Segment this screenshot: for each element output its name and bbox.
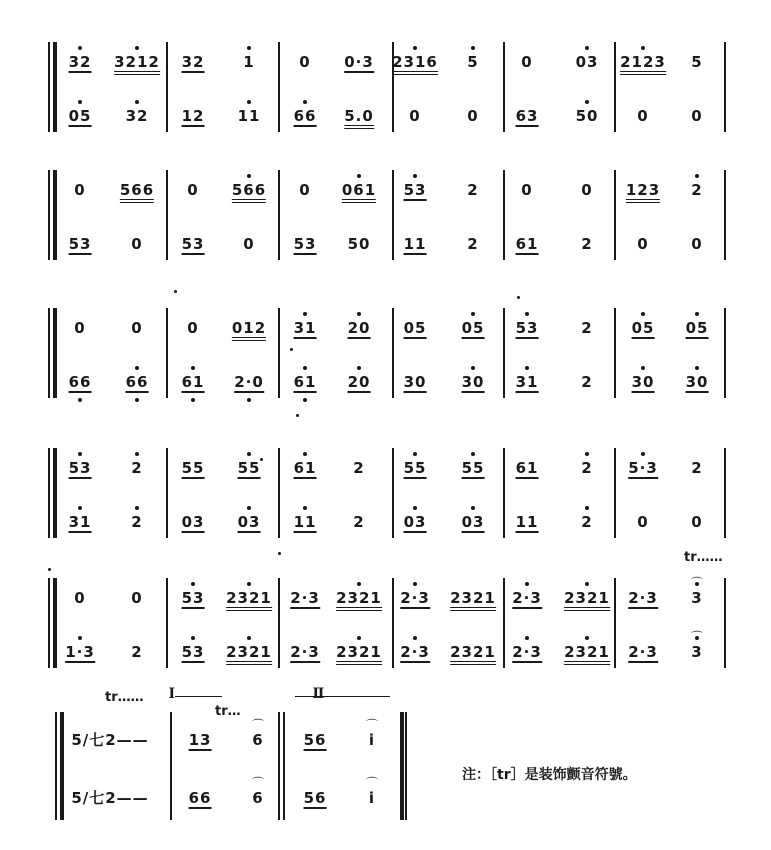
- scan-speck: [278, 552, 281, 555]
- lower-note-group: 5.0: [344, 108, 374, 129]
- lower-note-group: 30: [461, 373, 485, 391]
- scan-speck: [48, 568, 51, 571]
- volta-label: Ⅱ: [312, 686, 325, 702]
- upper-note-group: 0: [299, 181, 311, 199]
- barline: [614, 42, 616, 132]
- barline: [48, 308, 50, 398]
- barline: [166, 42, 168, 132]
- barline: [400, 712, 404, 820]
- octave-dot: [357, 174, 361, 178]
- barline: [392, 578, 394, 668]
- upper-note-group: 0: [131, 319, 143, 337]
- upper-note-group: 2321: [336, 590, 382, 611]
- octave-dot: [78, 398, 82, 402]
- trill-mark: tr……: [105, 690, 144, 705]
- lower-note-group: 0: [691, 235, 703, 253]
- lower-note-group: 6: [252, 789, 264, 807]
- lower-note-group: 2: [131, 643, 143, 661]
- octave-dot: [78, 46, 82, 50]
- octave-dot: [247, 636, 251, 640]
- lower-note-group: 50: [347, 235, 371, 253]
- lower-note-group: 53: [181, 235, 205, 253]
- upper-note-group: 2: [581, 319, 593, 337]
- fermata-icon: ⌒: [365, 718, 379, 732]
- octave-dot: [247, 398, 251, 402]
- upper-note-group: 0: [521, 53, 533, 71]
- octave-dot: [525, 312, 529, 316]
- octave-dot: [357, 582, 361, 586]
- fermata-icon: ⌒: [251, 718, 265, 732]
- lower-note-group: 2: [581, 235, 593, 253]
- octave-dot: [357, 312, 361, 316]
- octave-dot: [247, 452, 251, 456]
- octave-dot: [585, 636, 589, 640]
- barline: [53, 308, 57, 398]
- octave-dot: [695, 366, 699, 370]
- upper-note-group: 03: [575, 53, 599, 71]
- upper-note-group: 566: [120, 182, 154, 203]
- octave-dot: [413, 452, 417, 456]
- octave-dot: [78, 100, 82, 104]
- octave-dot: [641, 312, 645, 316]
- octave-dot: [641, 452, 645, 456]
- lower-note-group: 66: [125, 373, 149, 391]
- lower-note-group: 61: [293, 373, 317, 391]
- lower-note-group: 11: [293, 513, 317, 531]
- barline: [278, 42, 280, 132]
- upper-note-group: 61: [515, 459, 539, 477]
- upper-note-group: 32: [68, 53, 92, 71]
- octave-dot: [135, 100, 139, 104]
- lower-note-group: 03: [181, 513, 205, 531]
- lower-note-group: 0: [691, 107, 703, 125]
- upper-note-group: 5: [467, 53, 479, 71]
- lower-note-group: 0: [637, 107, 649, 125]
- upper-note-group: 0: [74, 589, 86, 607]
- octave-dot: [471, 366, 475, 370]
- lower-note-group: 2321: [336, 644, 382, 665]
- lower-note-group: 61: [515, 235, 539, 253]
- octave-dot: [695, 312, 699, 316]
- volta-bracket: [295, 696, 390, 697]
- octave-dot: [135, 506, 139, 510]
- upper-note-group: 31: [293, 319, 317, 337]
- upper-note-group: 2: [691, 181, 703, 199]
- volta-label: Ⅰ: [168, 686, 176, 702]
- lower-note-group: 2·3: [628, 643, 658, 661]
- upper-note-group: 05: [461, 319, 485, 337]
- upper-note-group: 0: [581, 181, 593, 199]
- barline: [166, 308, 168, 398]
- fermata-icon: ⌒: [251, 776, 265, 790]
- octave-dot: [135, 46, 139, 50]
- lower-note-group: 31: [68, 513, 92, 531]
- lower-note-group: 2·3: [400, 643, 430, 661]
- upper-note-group: 2: [581, 459, 593, 477]
- upper-note-group: 55: [181, 459, 205, 477]
- barline: [614, 308, 616, 398]
- barline: [503, 42, 505, 132]
- octave-dot: [585, 506, 589, 510]
- octave-dot: [135, 398, 139, 402]
- lower-note-group: 2321: [564, 644, 610, 665]
- lower-note-group: 05: [68, 107, 92, 125]
- upper-note-group: 55: [403, 459, 427, 477]
- lower-note-group: 30: [685, 373, 709, 391]
- upper-note-group: 5/七2——: [71, 731, 149, 749]
- octave-dot: [585, 46, 589, 50]
- barline: [278, 170, 280, 260]
- fermata-icon: ⌒: [690, 576, 704, 590]
- octave-dot: [525, 366, 529, 370]
- octave-dot: [78, 506, 82, 510]
- upper-note-group: 56: [303, 731, 327, 749]
- octave-dot: [585, 100, 589, 104]
- barline: [724, 308, 726, 398]
- upper-note-group: 0: [187, 181, 199, 199]
- octave-dot: [191, 398, 195, 402]
- barline: [53, 448, 57, 538]
- upper-note-group: 2321: [564, 590, 610, 611]
- lower-note-group: i: [368, 789, 376, 807]
- octave-dot: [471, 312, 475, 316]
- music-system: [0, 42, 771, 152]
- lower-note-group: 0: [243, 235, 255, 253]
- lower-note-group: 0: [131, 235, 143, 253]
- octave-dot: [413, 636, 417, 640]
- octave-dot: [525, 582, 529, 586]
- music-system: [0, 578, 771, 688]
- barline: [278, 308, 280, 398]
- barline: [48, 448, 50, 538]
- barline: [724, 448, 726, 538]
- lower-note-group: 56: [303, 789, 327, 807]
- octave-dot: [471, 452, 475, 456]
- upper-note-group: 32: [181, 53, 205, 71]
- scan-speck: [517, 296, 520, 299]
- lower-note-group: 50: [575, 107, 599, 125]
- octave-dot: [641, 366, 645, 370]
- volta-bracket: [175, 696, 222, 697]
- upper-note-group: 2: [131, 459, 143, 477]
- lower-note-group: 31: [515, 373, 539, 391]
- barline: [278, 712, 280, 820]
- octave-dot: [191, 582, 195, 586]
- octave-dot: [247, 100, 251, 104]
- barline: [60, 712, 64, 820]
- barline: [724, 578, 726, 668]
- upper-note-group: 3: [691, 589, 703, 607]
- lower-note-group: 2·3: [512, 643, 542, 661]
- barline: [170, 712, 172, 820]
- barline: [166, 170, 168, 260]
- barline: [48, 578, 50, 668]
- upper-note-group: 13: [188, 731, 212, 749]
- upper-note-group: 53: [68, 459, 92, 477]
- lower-note-group: 20: [347, 373, 371, 391]
- upper-note-group: 0·3: [344, 53, 374, 71]
- barline: [614, 578, 616, 668]
- upper-note-group: 5: [691, 53, 703, 71]
- lower-note-group: 2: [353, 513, 365, 531]
- barline: [166, 578, 168, 668]
- upper-note-group: 2316: [392, 54, 438, 75]
- final-system: [0, 686, 771, 820]
- lower-note-group: 03: [461, 513, 485, 531]
- lower-note-group: 53: [181, 643, 205, 661]
- barline: [724, 42, 726, 132]
- upper-note-group: 1: [243, 53, 255, 71]
- octave-dot: [135, 452, 139, 456]
- lower-note-group: 03: [237, 513, 261, 531]
- scan-speck: [174, 290, 177, 293]
- music-system: [0, 308, 771, 418]
- octave-dot: [303, 312, 307, 316]
- upper-note-group: 0: [299, 53, 311, 71]
- upper-note-group: 061: [342, 182, 376, 203]
- barline: [724, 170, 726, 260]
- music-system: [0, 170, 771, 280]
- barline: [48, 170, 50, 260]
- lower-note-group: 0: [467, 107, 479, 125]
- lower-note-group: 2: [467, 235, 479, 253]
- barline: [278, 578, 280, 668]
- barline: [405, 712, 407, 820]
- octave-dot: [191, 366, 195, 370]
- upper-note-group: 20: [347, 319, 371, 337]
- upper-note-group: 55: [237, 459, 261, 477]
- lower-note-group: 30: [403, 373, 427, 391]
- barline: [392, 448, 394, 538]
- barline: [503, 448, 505, 538]
- lower-note-group: 66: [68, 373, 92, 391]
- octave-dot: [471, 506, 475, 510]
- barline: [55, 712, 57, 820]
- upper-note-group: 61: [293, 459, 317, 477]
- octave-dot: [357, 366, 361, 370]
- barline: [503, 578, 505, 668]
- footnote: 注：［tr］是装饰颤音符號。: [462, 767, 637, 783]
- barline: [278, 448, 280, 538]
- octave-dot: [585, 452, 589, 456]
- upper-note-group: 0: [187, 319, 199, 337]
- octave-dot: [191, 636, 195, 640]
- music-system: [0, 448, 771, 558]
- lower-note-group: 2: [581, 513, 593, 531]
- lower-note-group: 11: [237, 107, 261, 125]
- barline: [503, 170, 505, 260]
- octave-dot: [303, 100, 307, 104]
- upper-note-group: 2·3: [400, 589, 430, 607]
- lower-note-group: 2321: [450, 644, 496, 665]
- octave-dot: [303, 398, 307, 402]
- lower-note-group: 32: [125, 107, 149, 125]
- upper-note-group: 2·3: [290, 589, 320, 607]
- lower-note-group: 66: [188, 789, 212, 807]
- upper-note-group: 05: [403, 319, 427, 337]
- lower-note-group: 11: [403, 235, 427, 253]
- octave-dot: [695, 174, 699, 178]
- lower-note-group: 0: [409, 107, 421, 125]
- barline: [283, 712, 285, 820]
- lower-note-group: 0: [637, 513, 649, 531]
- upper-note-group: 2·3: [628, 589, 658, 607]
- octave-dot: [78, 452, 82, 456]
- upper-note-group: 2321: [226, 590, 272, 611]
- barline: [53, 170, 57, 260]
- fermata-icon: ⌒: [690, 630, 704, 644]
- octave-dot: [247, 174, 251, 178]
- octave-dot: [135, 366, 139, 370]
- upper-note-group: 0: [74, 319, 86, 337]
- lower-note-group: 30: [631, 373, 655, 391]
- octave-dot: [303, 366, 307, 370]
- octave-dot: [357, 636, 361, 640]
- upper-note-group: 123: [626, 182, 660, 203]
- lower-note-group: 3: [691, 643, 703, 661]
- scan-speck: [260, 458, 263, 461]
- upper-note-group: 05: [685, 319, 709, 337]
- barline: [53, 578, 57, 668]
- barline: [48, 42, 50, 132]
- lower-note-group: 2·3: [290, 643, 320, 661]
- octave-dot: [471, 46, 475, 50]
- upper-note-group: 2: [353, 459, 365, 477]
- barline: [614, 448, 616, 538]
- octave-dot: [78, 636, 82, 640]
- upper-note-group: 2123: [620, 54, 666, 75]
- barline: [392, 170, 394, 260]
- upper-note-group: 0: [521, 181, 533, 199]
- lower-note-group: 53: [68, 235, 92, 253]
- fermata-icon: ⌒: [365, 776, 379, 790]
- octave-dot: [413, 582, 417, 586]
- lower-note-group: 03: [403, 513, 427, 531]
- lower-note-group: 0: [637, 235, 649, 253]
- upper-note-group: 6: [252, 731, 264, 749]
- octave-dot: [303, 452, 307, 456]
- lower-note-group: 2321: [226, 644, 272, 665]
- upper-note-group: 566: [232, 182, 266, 203]
- upper-note-group: 53: [181, 589, 205, 607]
- upper-note-group: 55: [461, 459, 485, 477]
- upper-note-group: 05: [631, 319, 655, 337]
- octave-dot: [413, 174, 417, 178]
- upper-note-group: 3212: [114, 54, 160, 75]
- lower-note-group: 61: [181, 373, 205, 391]
- octave-dot: [413, 506, 417, 510]
- scan-speck: [290, 348, 293, 351]
- barline: [392, 308, 394, 398]
- barline: [53, 42, 57, 132]
- upper-note-group: 5·3: [628, 459, 658, 477]
- octave-dot: [641, 46, 645, 50]
- upper-note-group: i: [368, 731, 376, 749]
- lower-note-group: 1·3: [65, 643, 95, 661]
- upper-note-group: 2·3: [512, 589, 542, 607]
- octave-dot: [413, 46, 417, 50]
- octave-dot: [247, 46, 251, 50]
- trill-mark: tr……: [684, 550, 723, 565]
- lower-note-group: 2: [131, 513, 143, 531]
- lower-note-group: 5/七2——: [71, 789, 149, 807]
- octave-dot: [247, 582, 251, 586]
- scan-speck: [296, 414, 299, 417]
- upper-note-group: 0: [74, 181, 86, 199]
- lower-note-group: 53: [293, 235, 317, 253]
- upper-note-group: 2321: [450, 590, 496, 611]
- lower-note-group: 63: [515, 107, 539, 125]
- lower-note-group: 11: [515, 513, 539, 531]
- lower-note-group: 2: [581, 373, 593, 391]
- upper-note-group: 012: [232, 320, 266, 341]
- octave-dot: [303, 506, 307, 510]
- octave-dot: [525, 636, 529, 640]
- upper-note-group: 2: [467, 181, 479, 199]
- lower-note-group: 66: [293, 107, 317, 125]
- barline: [503, 308, 505, 398]
- upper-note-group: 53: [515, 319, 539, 337]
- upper-note-group: 53: [403, 181, 427, 199]
- upper-note-group: 2: [691, 459, 703, 477]
- lower-note-group: 12: [181, 107, 205, 125]
- barline: [614, 170, 616, 260]
- lower-note-group: 2·0: [234, 373, 264, 391]
- upper-note-group: 0: [131, 589, 143, 607]
- octave-dot: [247, 506, 251, 510]
- barline: [166, 448, 168, 538]
- trill-mark: tr…: [215, 704, 241, 719]
- octave-dot: [585, 582, 589, 586]
- lower-note-group: 0: [691, 513, 703, 531]
